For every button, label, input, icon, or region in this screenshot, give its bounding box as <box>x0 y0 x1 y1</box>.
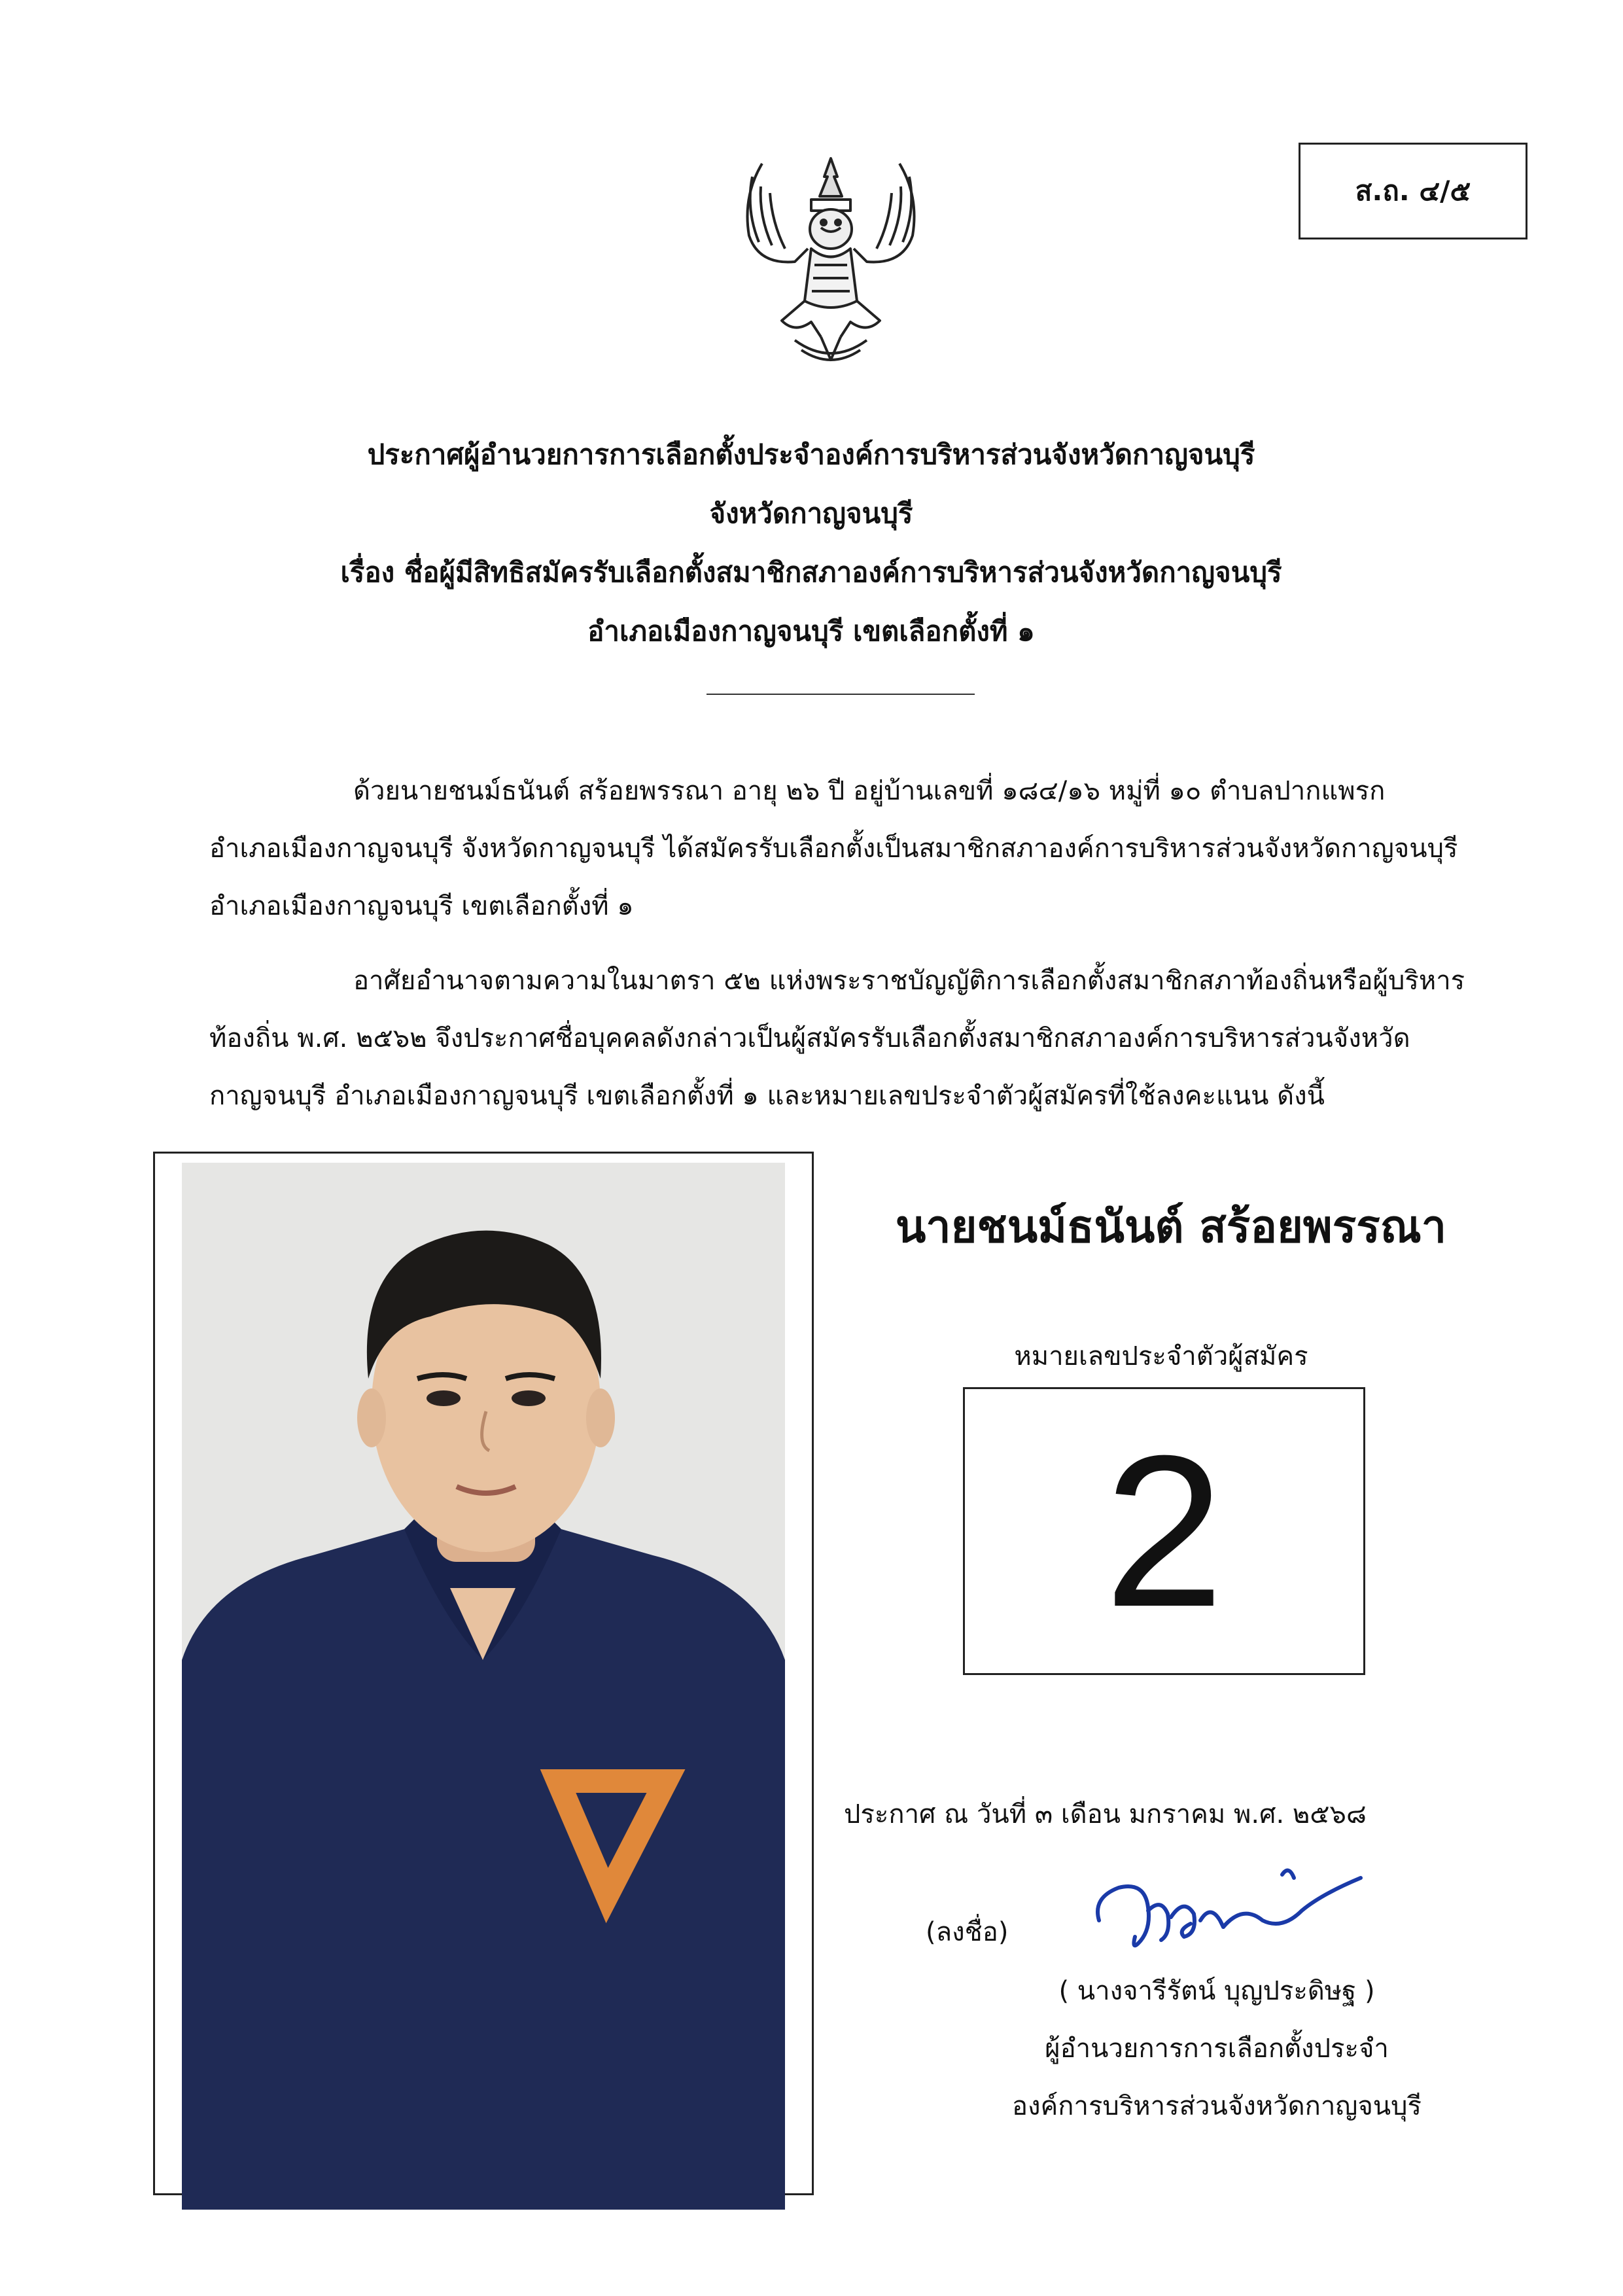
signer-position-line-1: ผู้อำนวยการการเลือกตั้งประจำ <box>1045 2034 1389 2064</box>
title-line-4: อำเภอเมืองกาญจนบุรี เขตเลือกตั้งที่ ๑ <box>587 615 1035 647</box>
candidate-number-label: หมายเลขประจำตัวผู้สมัคร <box>1014 1341 1308 1371</box>
paragraph-line: อำเภอเมืองกาญจนบุรี เขตเลือกตั้งที่ ๑ <box>209 891 634 921</box>
candidate-number-box <box>963 1387 1365 1675</box>
signer-position-line-2: องค์การบริหารส่วนจังหวัดกาญจนบุรี <box>1011 2091 1422 2121</box>
paragraph-candidate-info <box>209 762 1478 935</box>
paragraph-line: ท้องถิ่น พ.ศ. ๒๕๖๒ จึงประกาศชื่อบุคคลดังกล่าวเป็นผู้สมัครรับเลือกตั้งสมาชิกสภาองค์การบริหารส่วนจังหวัด <box>209 1023 1410 1053</box>
title-divider <box>707 694 975 695</box>
signature <box>1086 1858 1374 1956</box>
candidate-name: นายชนม์ธนันต์ สร้อยพรรณา <box>895 1201 1447 1253</box>
candidate-number: 2 <box>1104 1410 1225 1651</box>
title-line-3: เรื่อง ชื่อผู้มีสิทธิสมัครรับเลือกตั้งสมาชิกสภาองค์การบริหารส่วนจังหวัดกาญจนบุรี <box>340 556 1282 588</box>
sign-label: (ลงชื่อ) <box>926 1917 1009 1947</box>
paragraph-legal-basis <box>209 952 1478 1125</box>
garuda-emblem-icon <box>723 150 939 373</box>
candidate-photo <box>182 1163 785 2210</box>
form-code: ส.ถ. ๔/๕ <box>1355 175 1471 207</box>
paragraph-line: กาญจนบุรี อำเภอเมืองกาญจนบุรี เขตเลือกตั้งที่ ๑ และหมายเลขประจำตัวผู้สมัครที่ใช้ลงคะแนน ดังนี้ <box>209 1081 1325 1111</box>
signer-name: ( นางจารีรัตน์ บุญประดิษฐ ) <box>1058 1976 1375 2006</box>
announcement-date: ประกาศ ณ วันที่ ๓ เดือน มกราคม พ.ศ. ๒๕๖๘ <box>844 1799 1367 1829</box>
paragraph-line: อาศัยอำนาจตามความในมาตรา ๕๒ แห่งพระราชบัญญัติการเลือกตั้งสมาชิกสภาท้องถิ่นหรือผู้บริหาร <box>353 966 1465 996</box>
title-line-1: ประกาศผู้อำนวยการการเลือกตั้งประจำองค์การบริหารส่วนจังหวัดกาญจนบุรี <box>367 438 1255 470</box>
form-code-box <box>1299 143 1527 239</box>
paragraph-line: ด้วยนายชนม์ธนันต์ สร้อยพรรณา อายุ ๒๖ ปี อยู่บ้านเลขที่ ๑๘๔/๑๖ หมู่ที่ ๑๐ ตำบลปากแพรก <box>353 776 1386 806</box>
title-line-2: จังหวัดกาญจนบุรี <box>709 497 913 529</box>
paragraph-line: อำเภอเมืองกาญจนบุรี จังหวัดกาญจนบุรี ได้สมัครรับเลือกตั้งเป็นสมาชิกสภาองค์การบริหารส่วนจังหวัดกาญจนบุรี <box>209 834 1458 864</box>
announcement-title-block <box>131 425 1492 661</box>
